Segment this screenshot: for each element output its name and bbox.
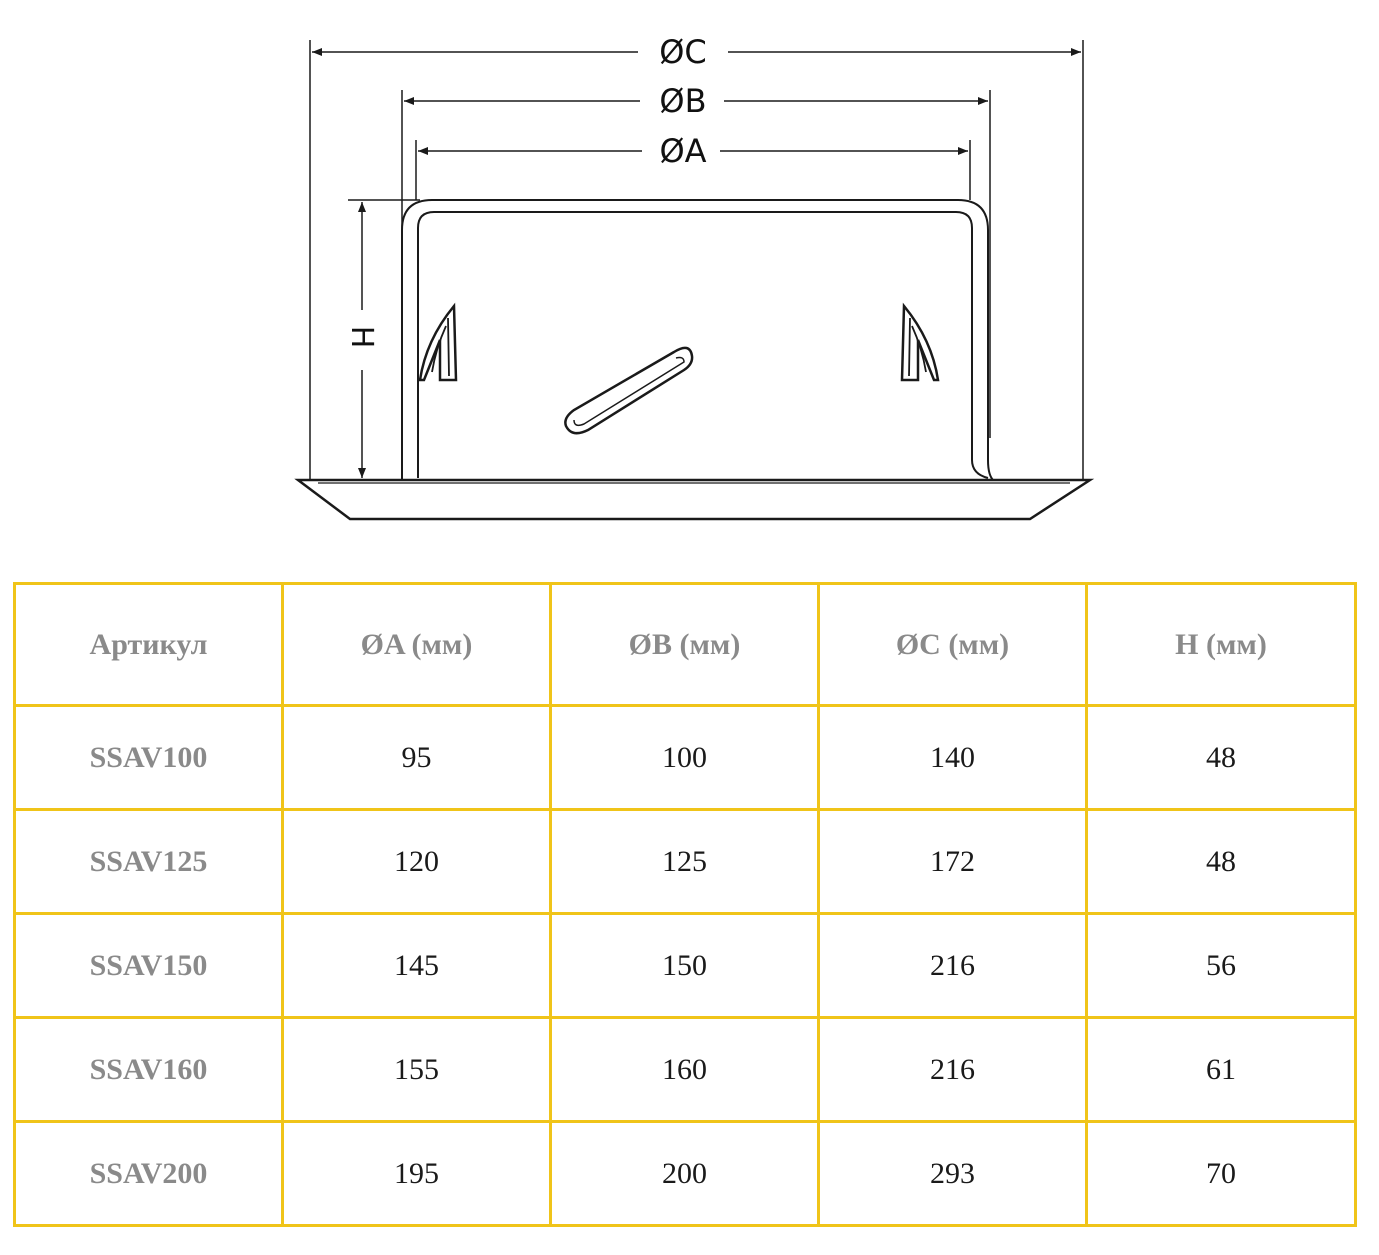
valve-dimension-drawing	[0, 0, 1379, 560]
cell-diameter-b: 100	[551, 706, 819, 810]
table-row	[15, 1122, 1356, 1226]
specification-table	[13, 582, 1357, 1227]
cell-diameter-a: 155	[283, 1018, 551, 1122]
cell-height: 48	[1087, 810, 1356, 914]
cell-diameter-c: 172	[819, 810, 1087, 914]
cell-diameter-b: 200	[551, 1122, 819, 1226]
label-height: H	[344, 325, 379, 349]
valve-flange	[298, 480, 1090, 519]
header-article: Артикул	[15, 584, 283, 706]
cell-article: SSAV100	[15, 706, 283, 810]
table-header-row	[15, 584, 1356, 706]
table-row	[15, 810, 1356, 914]
cell-article: SSAV125	[15, 810, 283, 914]
label-diameter-a: ØA	[659, 132, 707, 170]
cell-diameter-a: 120	[283, 810, 551, 914]
cell-height: 48	[1087, 706, 1356, 810]
header-diameter-b: ØB (мм)	[551, 584, 819, 706]
cell-article: SSAV160	[15, 1018, 283, 1122]
header-diameter-c: ØC (мм)	[819, 584, 1087, 706]
cell-height: 70	[1087, 1122, 1356, 1226]
cell-diameter-b: 150	[551, 914, 819, 1018]
cell-diameter-b: 160	[551, 1018, 819, 1122]
cell-height: 61	[1087, 1018, 1356, 1122]
cell-height: 56	[1087, 914, 1356, 1018]
header-height: H (мм)	[1087, 584, 1356, 706]
cell-diameter-c: 293	[819, 1122, 1087, 1226]
header-diameter-a: ØA (мм)	[283, 584, 551, 706]
table-row	[15, 914, 1356, 1018]
table-row	[15, 1018, 1356, 1122]
table-row	[15, 706, 1356, 810]
label-diameter-c: ØC	[659, 33, 707, 71]
cell-article: SSAV150	[15, 914, 283, 1018]
cell-diameter-a: 195	[283, 1122, 551, 1226]
cell-diameter-b: 125	[551, 810, 819, 914]
cell-diameter-c: 140	[819, 706, 1087, 810]
cell-diameter-a: 95	[283, 706, 551, 810]
cell-diameter-a: 145	[283, 914, 551, 1018]
flange-outline	[298, 480, 1090, 519]
cell-diameter-c: 216	[819, 914, 1087, 1018]
cell-diameter-c: 216	[819, 1018, 1087, 1122]
label-diameter-b: ØB	[659, 82, 707, 120]
cell-article: SSAV200	[15, 1122, 283, 1226]
